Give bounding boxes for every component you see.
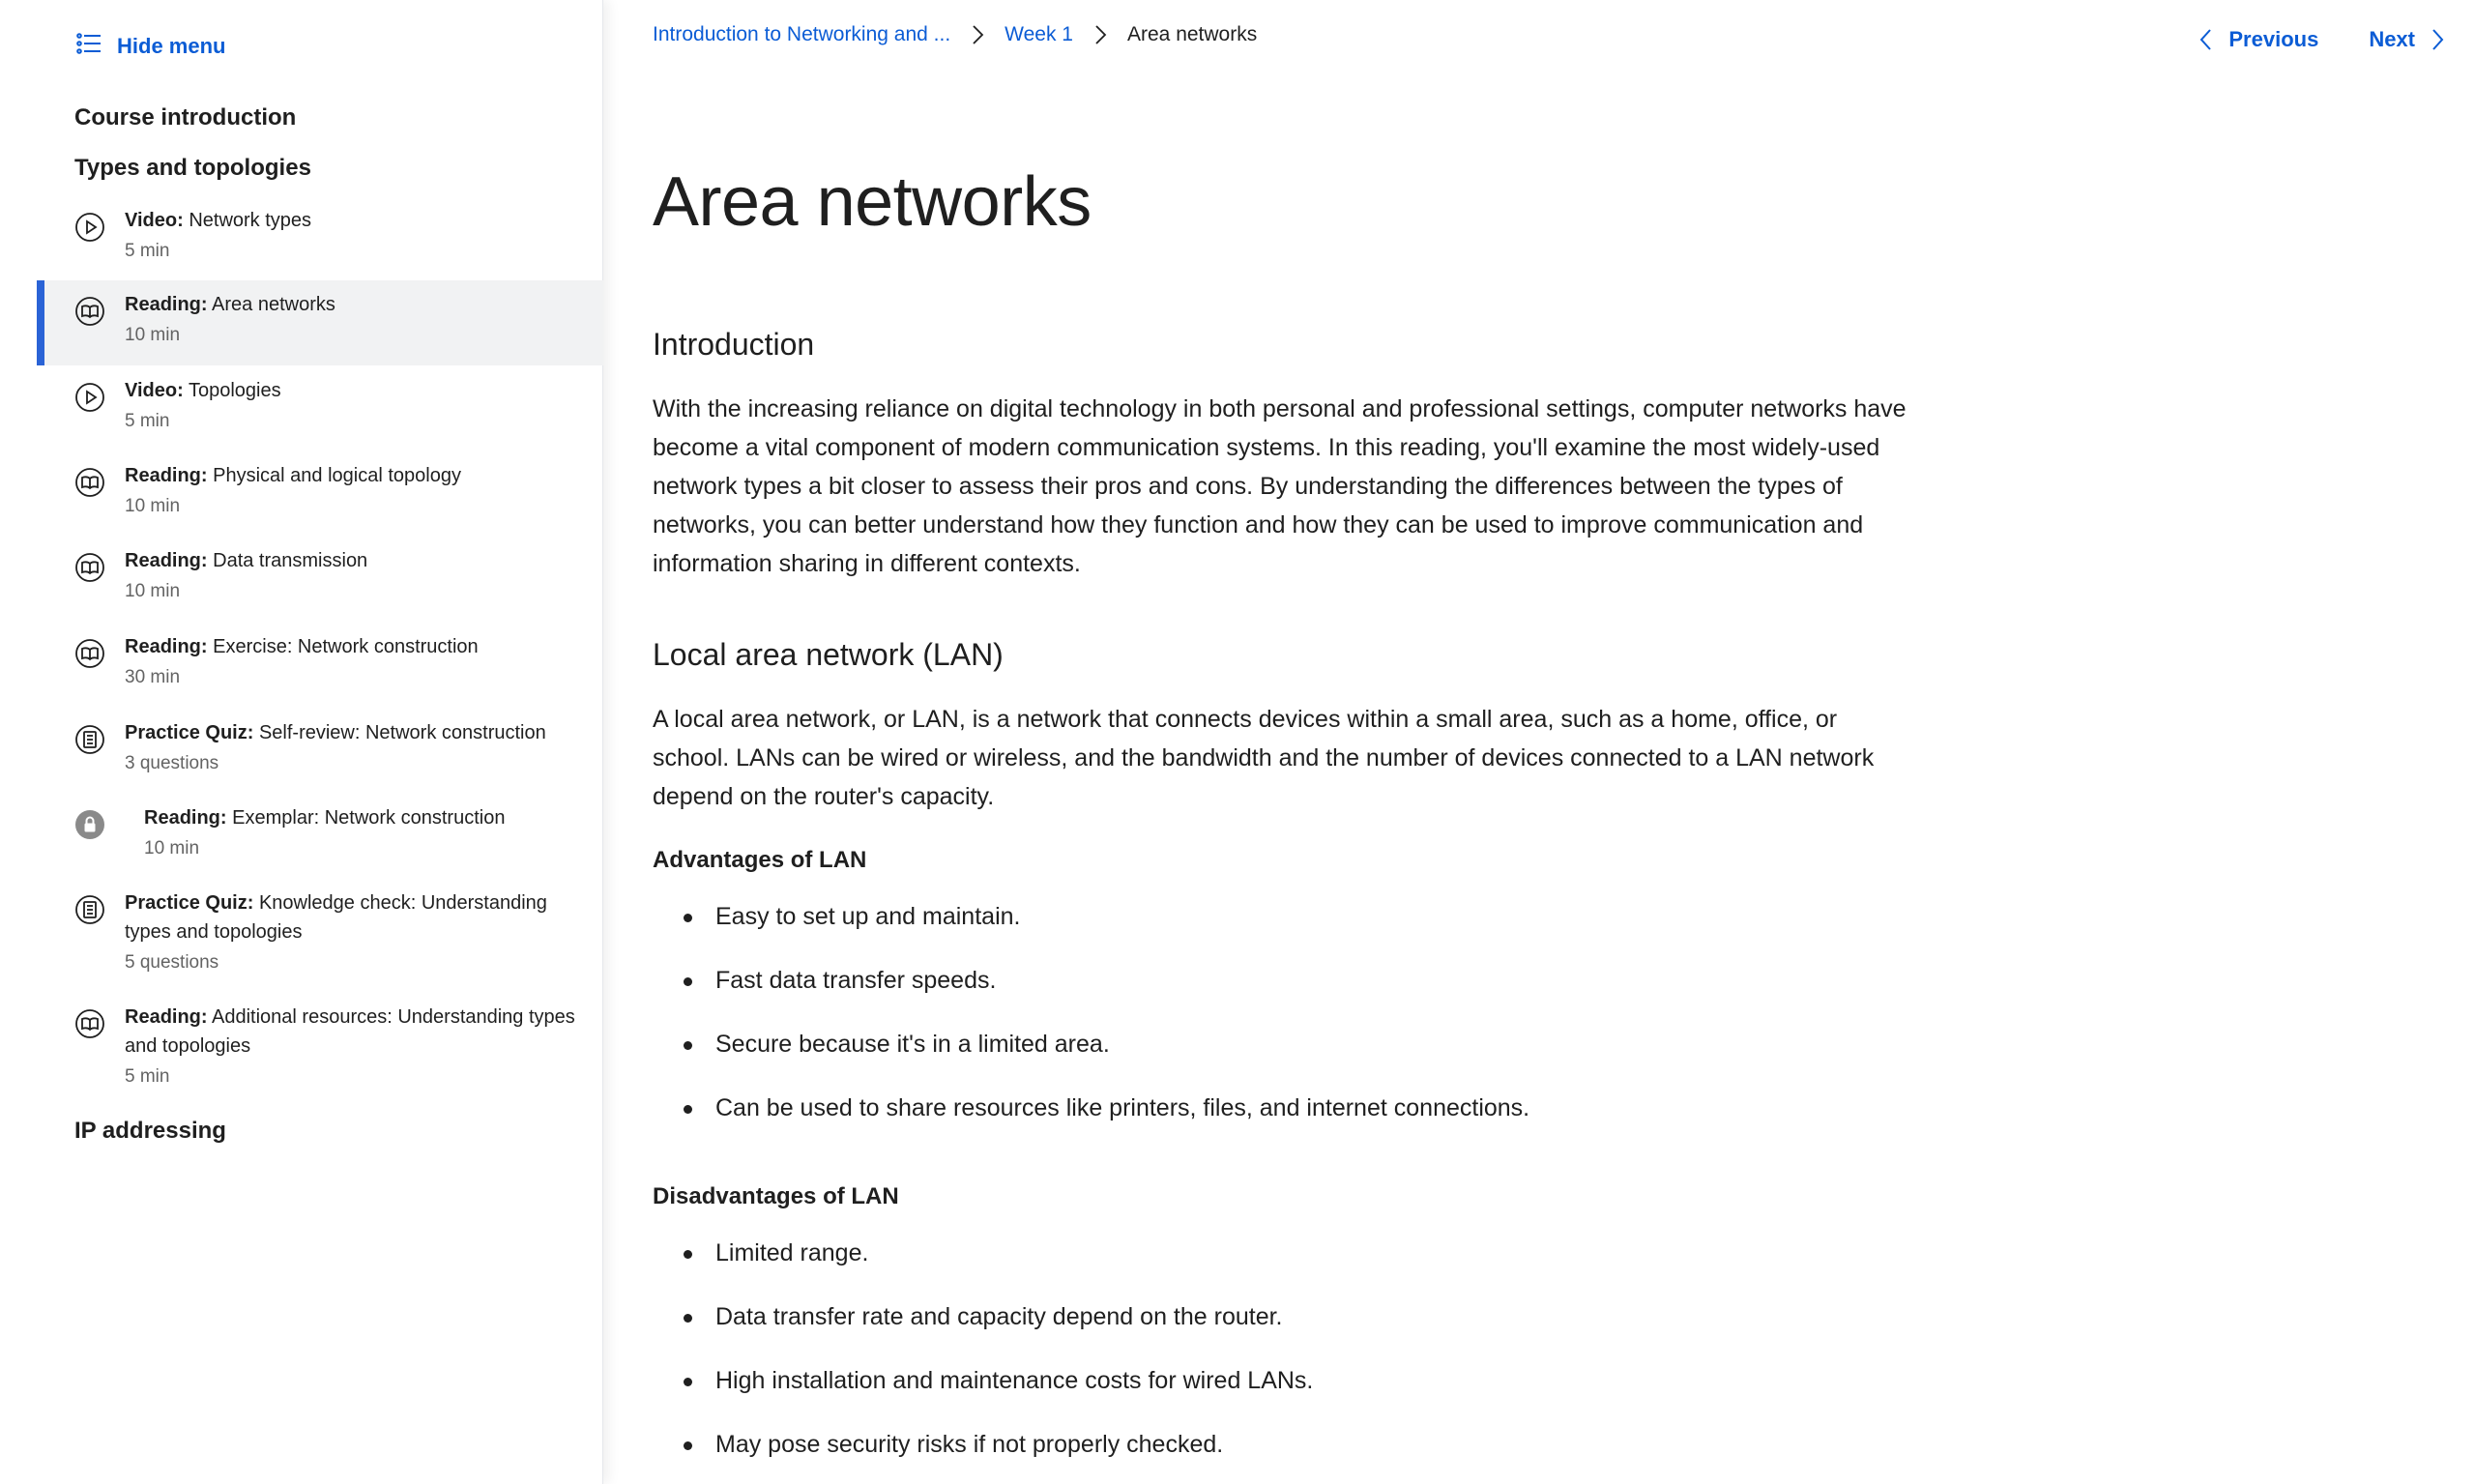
previous-button[interactable] xyxy=(2198,27,2318,52)
pager xyxy=(2198,27,2446,52)
advantages-heading: Advantages of LAN xyxy=(653,847,867,873)
item-kind: Reading: xyxy=(125,465,208,486)
section-ip-addressing[interactable]: IP addressing xyxy=(74,1118,226,1144)
sidebar-item-additional-resources[interactable] xyxy=(37,993,603,1099)
sidebar-item-exemplar-network-construction[interactable] xyxy=(37,794,603,879)
item-title: Exercise: Network construction xyxy=(213,636,479,657)
advantages-list xyxy=(653,899,1529,1154)
list-item: High installation and maintenance costs for wired LANs. xyxy=(653,1363,1313,1427)
introduction-heading: Introduction xyxy=(653,327,815,362)
item-meta: 10 min xyxy=(144,838,200,858)
item-kind: Video: xyxy=(125,380,184,401)
list-item: Can be used to share resources like printers, files, and internet connections. xyxy=(653,1091,1529,1154)
lan-heading: Local area network (LAN) xyxy=(653,637,1004,672)
hide-menu-button[interactable] xyxy=(74,29,225,64)
next-label: Next xyxy=(2369,27,2415,51)
chevron-left-icon xyxy=(2198,27,2215,52)
sidebar-item-topologies[interactable] xyxy=(37,366,603,451)
book-icon xyxy=(74,552,105,583)
item-kind: Reading: xyxy=(125,294,208,315)
list-item: Easy to set up and maintain. xyxy=(653,899,1529,963)
previous-label: Previous xyxy=(2228,27,2319,51)
book-icon xyxy=(74,638,105,669)
sidebar-item-exercise-network-construction[interactable] xyxy=(37,623,603,708)
list-item: Limited range. xyxy=(653,1236,1313,1299)
sidebar-item-text xyxy=(125,461,579,521)
sidebar-item-text xyxy=(125,1003,579,1091)
sidebar-item-data-transmission[interactable] xyxy=(37,537,603,622)
item-meta: 5 questions xyxy=(125,952,219,973)
hide-menu-label: Hide menu xyxy=(117,34,226,58)
sidebar-item-text xyxy=(125,718,579,778)
sidebar-item-text xyxy=(125,376,579,436)
item-title: Physical and logical topology xyxy=(213,465,461,486)
chevron-right-icon xyxy=(1091,23,1110,46)
sidebar-item-knowledge-check[interactable] xyxy=(37,879,603,985)
page-title: Area networks xyxy=(653,163,1092,241)
item-title: Area networks xyxy=(212,294,335,315)
item-kind: Reading: xyxy=(125,1006,208,1028)
disadvantages-heading: Disadvantages of LAN xyxy=(653,1183,899,1209)
quiz-icon xyxy=(74,724,105,755)
item-kind: Reading: xyxy=(144,807,227,829)
lock-icon xyxy=(74,809,105,840)
item-meta: 5 min xyxy=(125,1066,170,1087)
introduction-paragraph: With the increasing reliance on digital technology in both personal and professional settings, computer networks have become a vital component of modern communication systems. In this reading, you'll examine the most widely-used network types a bit closer to assess their pros and cons. By understanding the differences between the types of networks, you can better understand how they function and how they can be used to improve communication and information sharing in different contexts. xyxy=(653,395,1907,577)
item-kind: Practice Quiz: xyxy=(125,892,254,914)
item-kind: Video: xyxy=(125,210,184,231)
book-icon xyxy=(74,296,105,327)
breadcrumb-week-link[interactable]: Week 1 xyxy=(1005,23,1073,45)
section-course-introduction[interactable]: Course introduction xyxy=(74,104,297,131)
item-title: Network types xyxy=(189,210,312,231)
item-meta: 5 min xyxy=(125,411,170,431)
sidebar-item-text xyxy=(125,546,579,606)
breadcrumb xyxy=(653,23,1257,46)
chevron-right-icon xyxy=(2429,27,2446,52)
list-item: May pose security risks if not properly checked. xyxy=(653,1427,1313,1484)
item-title: Knowledge check: Understanding types and topologies xyxy=(125,892,547,943)
section-types-and-topologies[interactable]: Types and topologies xyxy=(74,155,311,181)
item-title: Topologies xyxy=(188,380,281,401)
list-item: Data transfer rate and capacity depend on the router. xyxy=(653,1299,1313,1363)
disadvantages-list xyxy=(653,1236,1313,1484)
next-button[interactable] xyxy=(2369,27,2446,52)
book-icon xyxy=(74,1008,105,1039)
sidebar-item-text xyxy=(125,632,579,692)
item-meta: 30 min xyxy=(125,667,181,687)
book-icon xyxy=(74,467,105,498)
list-item: Secure because it's in a limited area. xyxy=(653,1027,1529,1091)
sidebar-item-text xyxy=(125,206,579,266)
list-item: Fast data transfer speeds. xyxy=(653,963,1529,1027)
item-kind: Reading: xyxy=(125,550,208,571)
sidebar-item-physical-logical-topology[interactable] xyxy=(37,451,603,537)
item-title: Exemplar: Network construction xyxy=(232,807,506,829)
sidebar-item-text xyxy=(125,290,579,350)
item-title: Data transmission xyxy=(213,550,368,571)
item-kind: Reading: xyxy=(125,636,208,657)
sidebar-item-self-review[interactable] xyxy=(37,709,603,794)
breadcrumb-current: Area networks xyxy=(1127,23,1258,45)
item-meta: 3 questions xyxy=(125,753,219,773)
list-menu-icon xyxy=(74,29,103,64)
item-meta: 10 min xyxy=(125,325,181,345)
lan-paragraph: A local area network, or LAN, is a network that connects devices within a small area, such as a home, office, or school. LANs can be wired or wireless, and the bandwidth and the number of devices connected to a LAN network depend on the router's capacity. xyxy=(653,706,1875,810)
sidebar xyxy=(0,0,603,1484)
quiz-icon xyxy=(74,894,105,925)
item-kind: Practice Quiz: xyxy=(125,722,254,743)
item-title: Additional resources: Understanding types and topologies xyxy=(125,1006,575,1057)
sidebar-item-text xyxy=(144,803,598,863)
play-circle-icon xyxy=(74,212,105,243)
item-title: Self-review: Network construction xyxy=(258,722,546,743)
chevron-right-icon xyxy=(968,23,987,46)
item-meta: 10 min xyxy=(125,581,181,601)
item-meta: 10 min xyxy=(125,496,181,516)
breadcrumb-course-link[interactable]: Introduction to Networking and ... xyxy=(653,23,951,45)
sidebar-item-area-networks[interactable] xyxy=(37,280,603,365)
play-circle-icon xyxy=(74,382,105,413)
item-meta: 5 min xyxy=(125,241,170,261)
sidebar-item-network-types[interactable] xyxy=(37,196,603,281)
sidebar-item-text xyxy=(125,888,579,977)
